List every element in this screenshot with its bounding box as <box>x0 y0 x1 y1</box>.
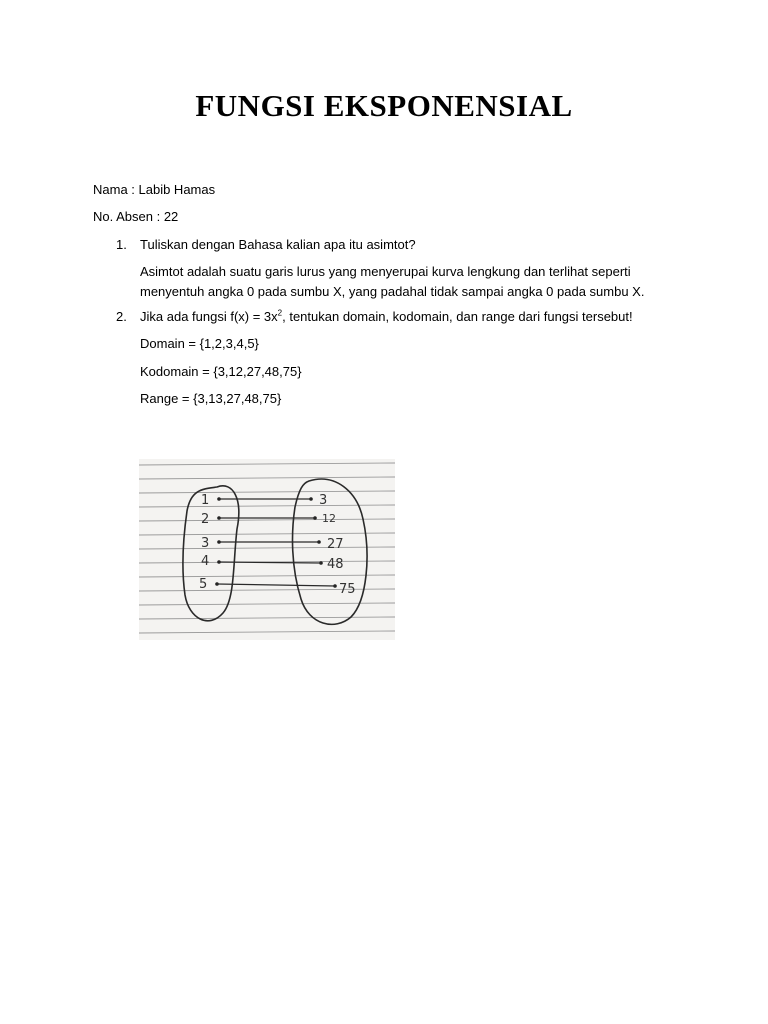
codomain-value-3: 27 <box>327 537 344 552</box>
domain-value-1: 1 <box>201 493 210 508</box>
codomain-value-2: 12 <box>322 512 336 525</box>
question-1-number: 1. <box>116 237 127 252</box>
question-2-exponent: 2 <box>277 308 283 318</box>
document-title: FUNGSI EKSPONENSIAL <box>195 88 573 123</box>
question-2-number: 2. <box>116 309 127 324</box>
question-1-answer-line-1: Asimtot adalah suatu garis lurus yang menyerupai kurva lengkung dan terlihat seperti <box>140 264 631 279</box>
question-1-answer-line-2: menyentuh angka 0 pada sumbu X, yang padahal tidak sampai angka 0 pada sumbu X. <box>140 284 645 299</box>
kodomain-answer: Kodomain = {3,12,27,48,75} <box>140 364 302 379</box>
domain-value-3: 3 <box>201 536 210 551</box>
ruled-lines <box>139 463 395 633</box>
domain-value-5: 5 <box>199 577 208 592</box>
student-absen: No. Absen : 22 <box>93 209 179 224</box>
question-1-text: Tuliskan dengan Bahasa kalian apa itu asimtot? <box>140 237 416 252</box>
question-2-text-a: Jika ada fungsi f(x) = 3x <box>140 309 278 324</box>
question-1-answer <box>140 262 660 302</box>
domain-value-4: 4 <box>201 554 210 569</box>
codomain-value-1: 3 <box>319 493 328 508</box>
arrow-diagram <box>139 459 395 640</box>
domain-answer: Domain = {1,2,3,4,5} <box>140 336 259 351</box>
codomain-value-5: 75 <box>339 582 356 597</box>
codomain-value-4: 48 <box>327 557 344 572</box>
range-answer: Range = {3,13,27,48,75} <box>140 391 282 406</box>
mapping-lines <box>217 499 335 586</box>
student-name: Nama : Labib Hamas <box>93 182 216 197</box>
arrow-diagram-photo <box>139 459 395 640</box>
question-2-text <box>140 309 633 325</box>
domain-value-2: 2 <box>201 512 210 527</box>
question-2-text-b: , tentukan domain, kodomain, dan range dari fungsi tersebut! <box>282 309 633 324</box>
